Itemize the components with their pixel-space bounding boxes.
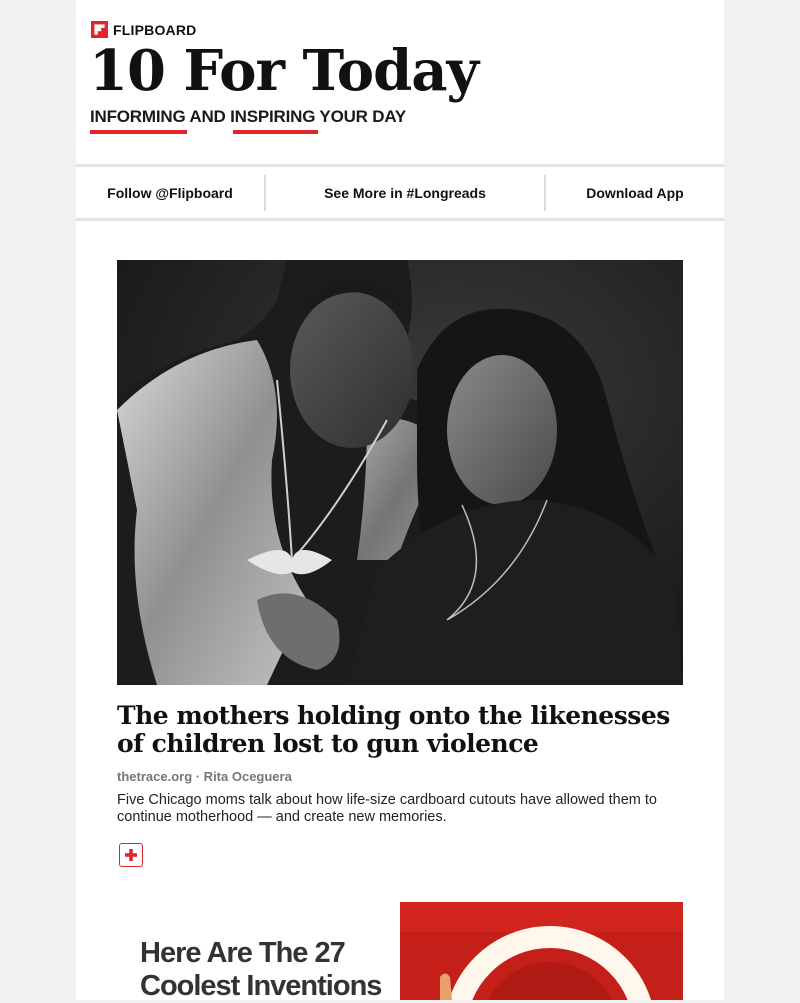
- action-nav: [76, 167, 724, 218]
- brand[interactable]: [91, 21, 196, 38]
- newsletter-card: [76, 0, 724, 1000]
- article-description: Five Chicago moms talk about how life-size cardboard cutouts have allowed them to continue motherhood — and create new memories.: [117, 792, 657, 825]
- flip-add-button[interactable]: [119, 843, 143, 867]
- newsletter-title: 10 For Today: [89, 38, 479, 104]
- tagline-underline-left: [90, 130, 187, 134]
- newsletter-tagline: INFORMING AND INSPIRING YOUR DAY: [90, 107, 407, 126]
- flipboard-logo-icon: [91, 21, 108, 38]
- article-photo: [117, 260, 683, 685]
- next-article-title[interactable]: Here Are The 27 Coolest Inventions: [140, 937, 382, 1002]
- see-more-longreads-link[interactable]: See More in #Longreads: [324, 184, 486, 201]
- ring-light-photo: [400, 902, 683, 1000]
- download-app-link[interactable]: Download App: [586, 184, 684, 201]
- article-meta: thetrace.org · Rita Oceguera: [117, 769, 292, 784]
- flip-add-icon: [124, 848, 138, 862]
- tagline-underline-right: [233, 130, 318, 134]
- article-hero-image[interactable]: [117, 260, 683, 685]
- article-title[interactable]: The mothers holding onto the likenesses of children lost to gun violence: [117, 701, 670, 758]
- follow-flipboard-link[interactable]: Follow @Flipboard: [107, 184, 233, 201]
- next-article-image[interactable]: [400, 902, 683, 1000]
- brand-name: FLIPBOARD: [113, 21, 197, 38]
- nav-divider-bottom: [76, 218, 724, 221]
